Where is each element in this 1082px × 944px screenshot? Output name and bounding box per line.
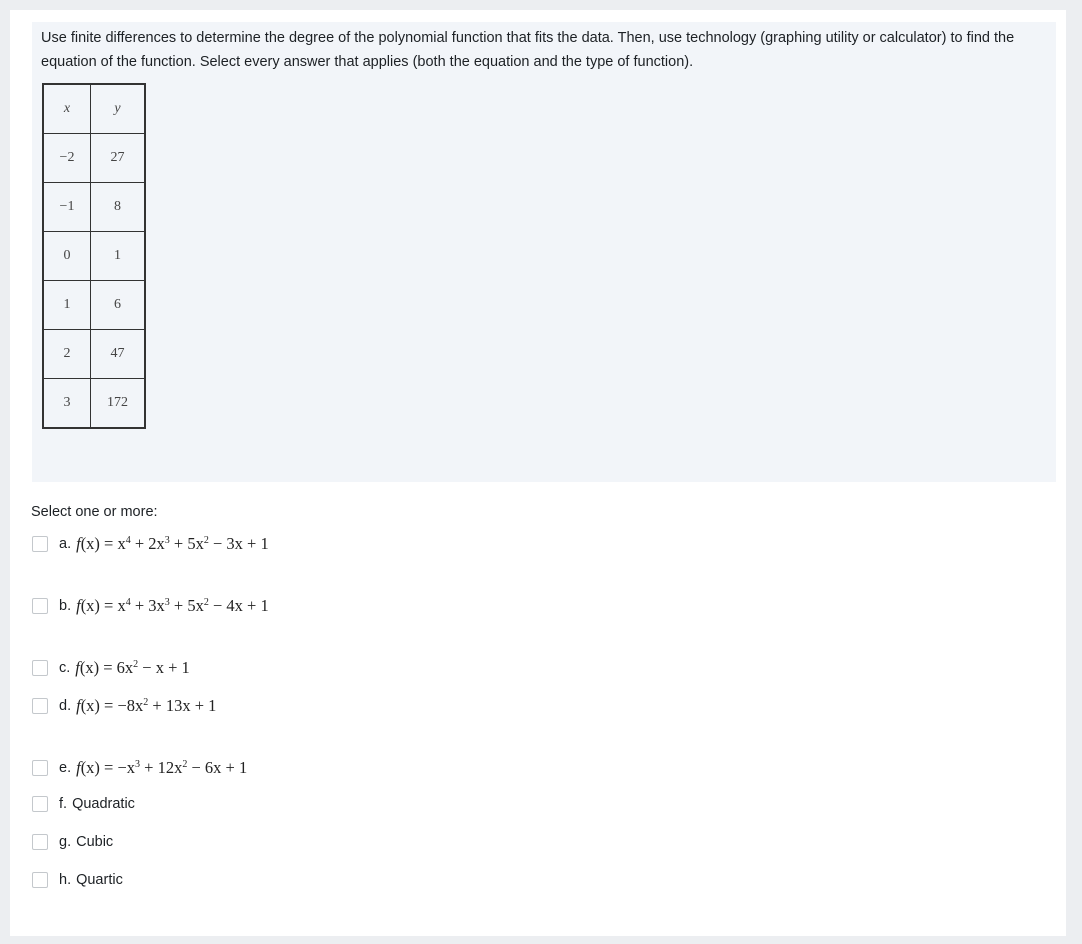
table-cell-x: 1 (43, 281, 91, 330)
question-text: Use finite differences to determine the degree of the polynomial function that fits the data. Then, use technology (graphing utility or calculator) to find the equation of the function. Select every answer that applies (both the equation and the type of function). (41, 30, 1015, 70)
option-c-equation: $f(x) = 6x^2 - x + 1$ (75, 658, 190, 677)
option-b-checkbox[interactable] (32, 598, 48, 614)
option-letter: e. (59, 760, 72, 776)
option-letter: g. (59, 834, 72, 850)
option-d-equation: $f(x) = -8x^2 + 13x + 1$ (76, 696, 217, 715)
option-h-checkbox[interactable] (32, 872, 48, 888)
option-a-equation: $f(x) = x^4 + 2x^3 + 5x^2 - 3x + 1$ (76, 534, 269, 553)
table-cell-x: −2 (43, 134, 91, 183)
option-g-checkbox[interactable] (32, 834, 48, 850)
table-header-row (43, 84, 145, 134)
option-letter: f. (59, 796, 68, 812)
option-letter: b. (59, 598, 72, 614)
table-row (43, 330, 145, 379)
option-h-label: Quartic (76, 872, 123, 888)
option-d[interactable] (32, 696, 216, 716)
table-cell-y: 6 (91, 281, 146, 330)
option-f-label: Quadratic (72, 796, 135, 812)
answer-prompt: Select one or more: (31, 504, 158, 520)
option-letter: a. (59, 536, 72, 552)
table-row (43, 281, 145, 330)
option-g[interactable] (32, 834, 113, 850)
option-letter: c. (59, 660, 71, 676)
table-row (43, 134, 145, 183)
option-e[interactable] (32, 758, 247, 778)
table-cell-y: 8 (91, 183, 146, 232)
table-cell-x: 0 (43, 232, 91, 281)
table-cell-x: 3 (43, 379, 91, 429)
option-f-checkbox[interactable] (32, 796, 48, 812)
option-a[interactable] (32, 534, 269, 554)
table-cell-y: 172 (91, 379, 146, 429)
option-letter: d. (59, 698, 72, 714)
table-row (43, 183, 145, 232)
table-header-y: y (91, 84, 146, 134)
option-h[interactable] (32, 872, 123, 888)
table-cell-x: 2 (43, 330, 91, 379)
question-text-box (32, 22, 1056, 482)
option-g-label: Cubic (76, 834, 114, 850)
table-row (43, 232, 145, 281)
option-f[interactable] (32, 796, 135, 812)
table-cell-y: 1 (91, 232, 146, 281)
option-b[interactable] (32, 596, 269, 616)
data-table (42, 83, 146, 429)
option-e-equation: $f(x) = -x^3 + 12x^2 - 6x + 1$ (76, 758, 248, 777)
option-d-checkbox[interactable] (32, 698, 48, 714)
option-c-checkbox[interactable] (32, 660, 48, 676)
table-row (43, 379, 145, 429)
option-e-checkbox[interactable] (32, 760, 48, 776)
table-cell-y: 47 (91, 330, 146, 379)
table-cell-y: 27 (91, 134, 146, 183)
option-c[interactable] (32, 658, 190, 678)
option-letter: h. (59, 872, 72, 888)
option-b-equation: $f(x) = x^4 + 3x^3 + 5x^2 - 4x + 1$ (76, 596, 269, 615)
table-header-x: x (43, 84, 91, 134)
option-a-checkbox[interactable] (32, 536, 48, 552)
question-card (10, 10, 1066, 936)
table-cell-x: −1 (43, 183, 91, 232)
